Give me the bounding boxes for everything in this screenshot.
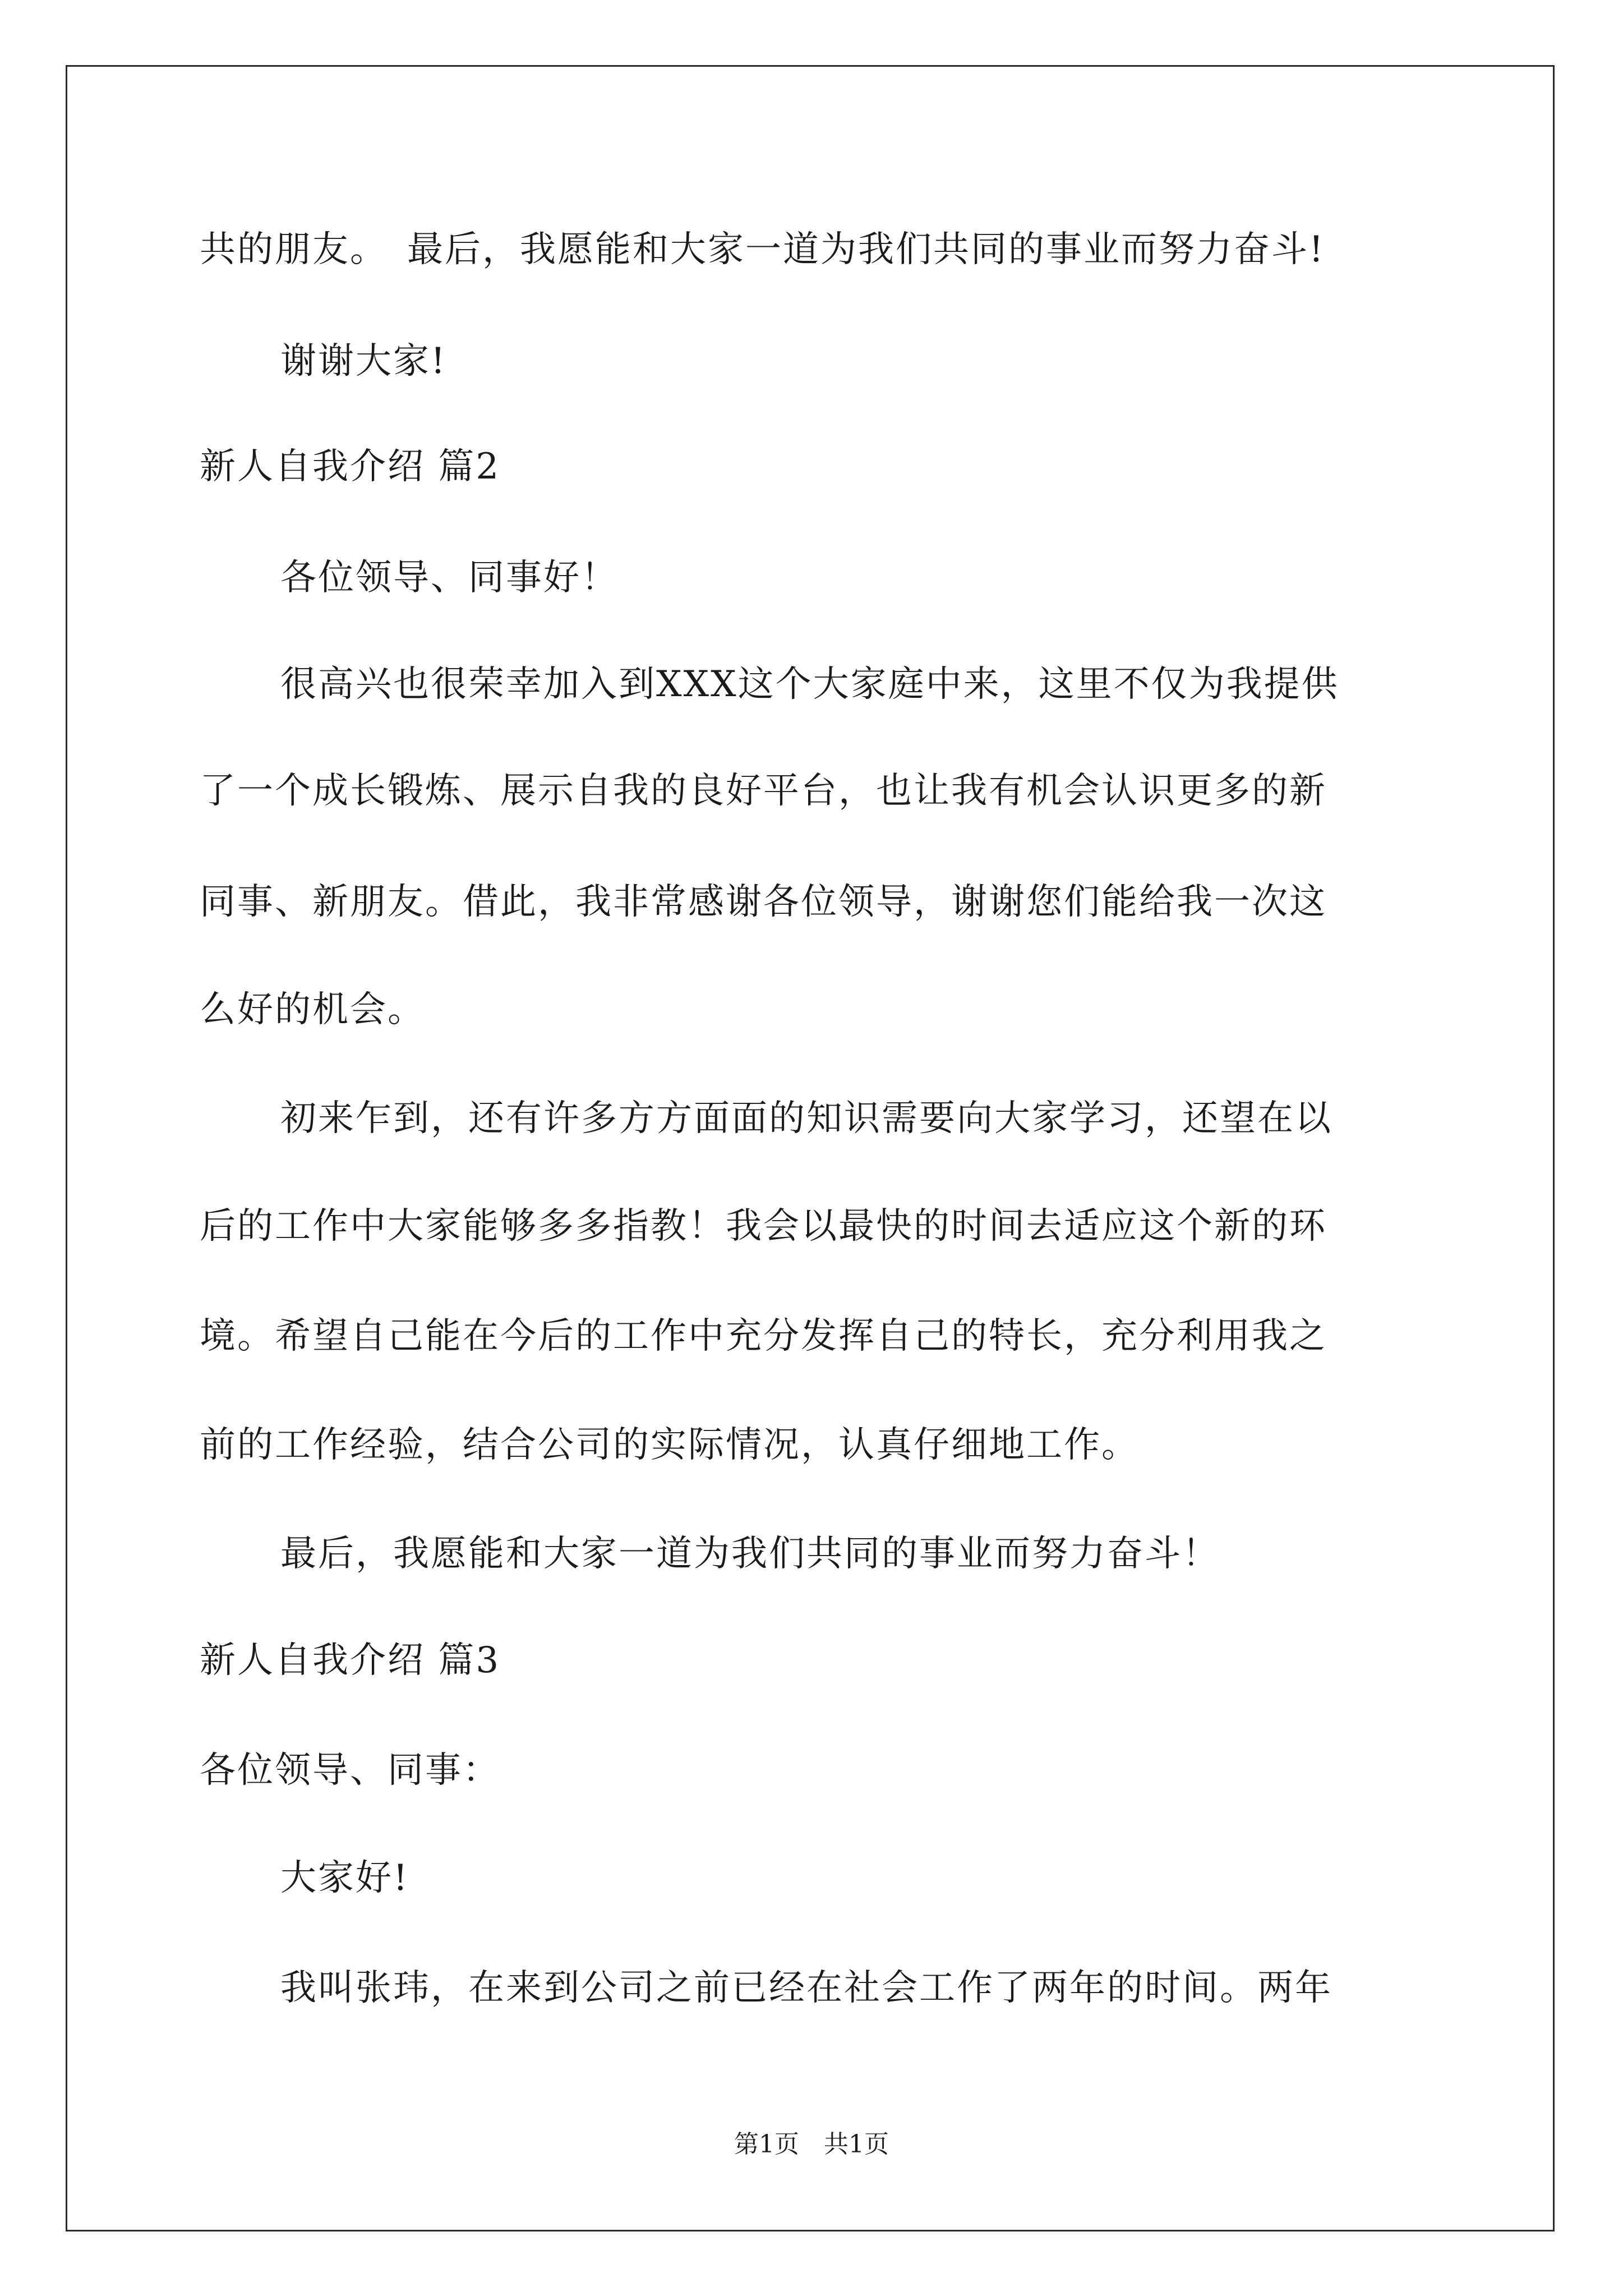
page-border	[66, 65, 1555, 2231]
paragraph-line: 了一个成长锻炼、展示自我的良好平台，也让我有机会认识更多的新	[200, 770, 1327, 812]
paragraph-line: 我叫张玮，在来到公司之前已经在社会工作了两年的时间。两年	[280, 1967, 1332, 2009]
page-number-footer: 第1页 共1页	[734, 2130, 889, 2159]
paragraph-line: 前的工作经验，结合公司的实际情况，认真仔细地工作。	[200, 1424, 1139, 1466]
paragraph-line: 共的朋友。 最后，我愿能和大家一道为我们共同的事业而努力奋斗!	[200, 229, 1325, 270]
section-heading: 新人自我介绍 篇3	[200, 1640, 501, 1681]
paragraph-line: 最后，我愿能和大家一道为我们共同的事业而努力奋斗！	[280, 1533, 1220, 1575]
paragraph-line: 大家好!	[280, 1857, 409, 1899]
paragraph-line: 后的工作中大家能够多多指教！我会以最快的时间去适应这个新的环	[200, 1205, 1327, 1247]
paragraph-line: 谢谢大家!	[280, 341, 447, 382]
section-heading: 新人自我介绍 篇2	[200, 446, 501, 487]
paragraph-line: 很高兴也很荣幸加入到XXX这个大家庭中来，这里不仅为我提供	[280, 664, 1339, 705]
paragraph-line: 初来乍到，还有许多方方面面的知识需要向大家学习，还望在以	[280, 1098, 1332, 1139]
paragraph-line: 各位领导、同事好！	[280, 557, 619, 599]
paragraph-line: 么好的机会。	[200, 989, 425, 1030]
paragraph-line: 境。希望自己能在今后的工作中充分发挥自己的特长，充分利用我之	[200, 1315, 1327, 1357]
paragraph-line: 同事、新朋友。借此，我非常感谢各位领导，谢谢您们能给我一次这	[200, 881, 1327, 923]
salutation-line: 各位领导、同事：	[200, 1750, 500, 1791]
